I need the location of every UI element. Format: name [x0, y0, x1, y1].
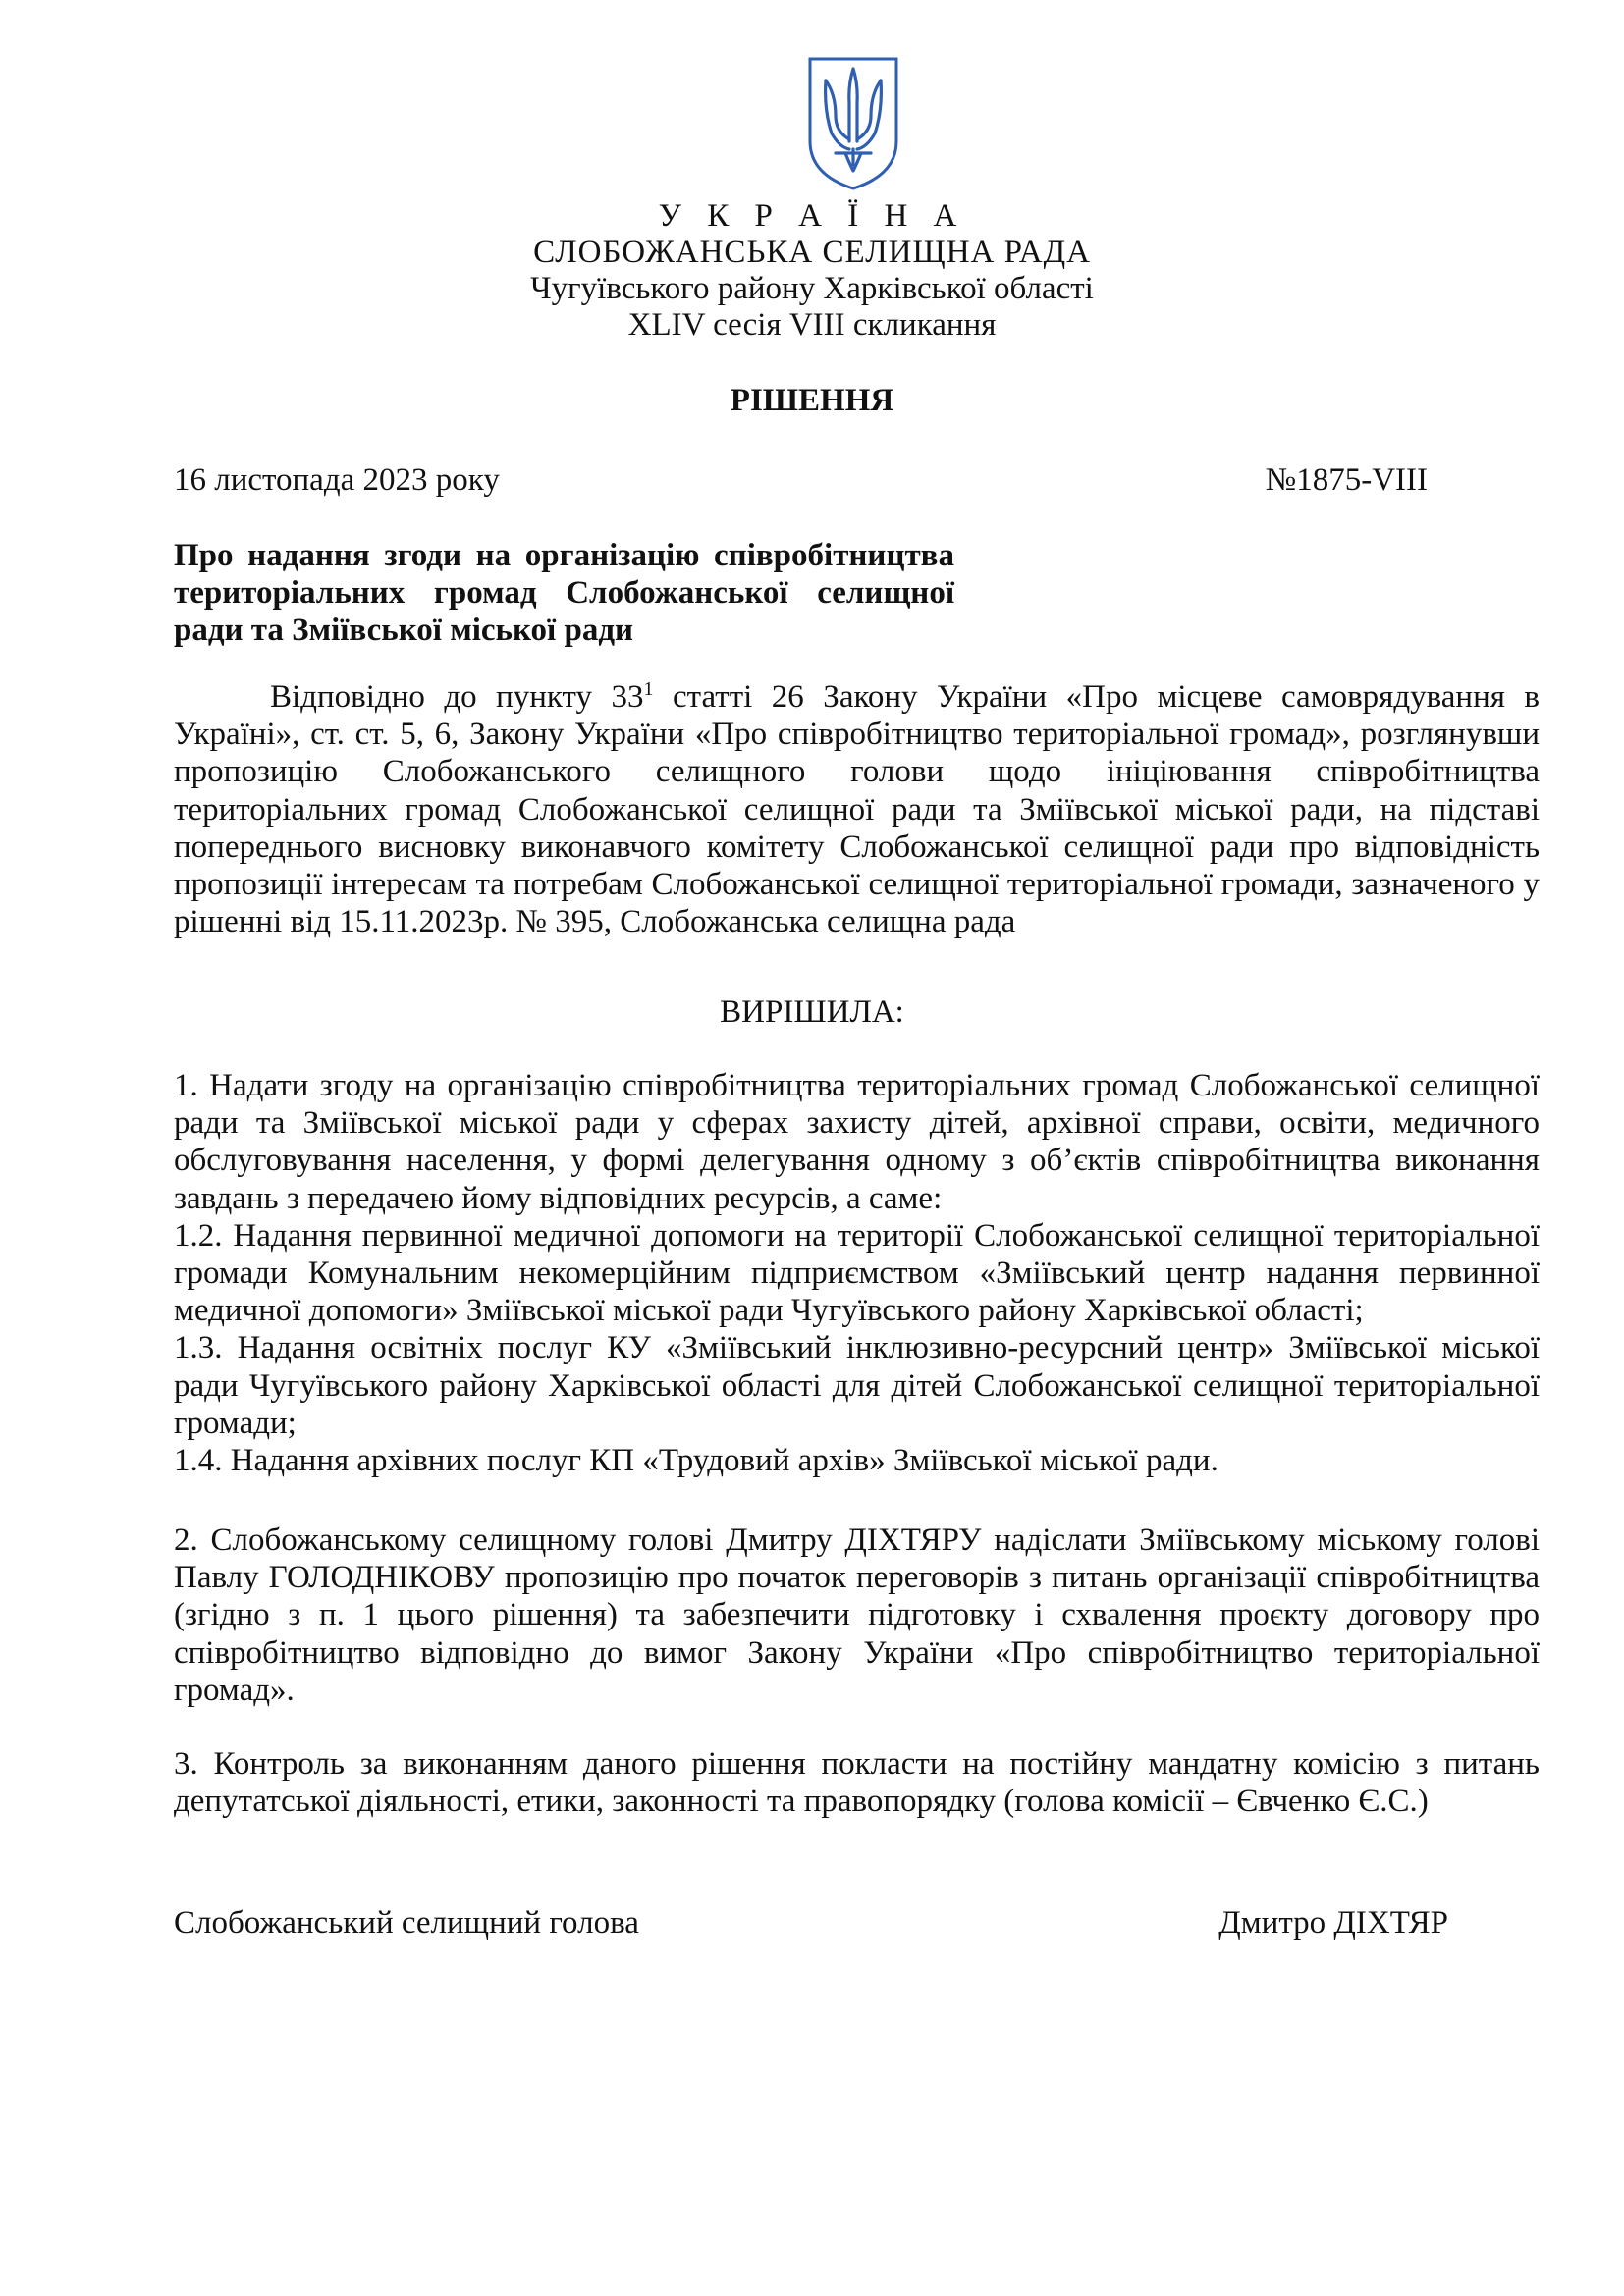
item-2: 2. Слобожанському селищному голові Дмитру ДІХТЯРУ надіслати Зміївському міському голові Павлу ГОЛОДНІКОВУ пропозицію про початок переговорів з питань організації співробітництва (згідно з п. 1 цього рішення) та забезпечити підготовку і схвалення проєкту договору про співробітництво відповідно до вимог Закону України «Про співробітництво територіальної громад». — [174, 1522, 1540, 1708]
document-title: РІШЕННЯ — [730, 383, 894, 418]
district-name: Чугуївського району Харківської області — [530, 271, 1094, 306]
document-subject: Про надання згоди на організацію співробітництва територіальних громад Слобожанської селищної ради та Зміївської міської ради — [174, 538, 954, 648]
signatory-position: Слобожанський селищний голова — [174, 1905, 639, 1941]
preamble-text-start: Відповідно до пункту 33 — [270, 679, 644, 715]
signatory-name: Дмитро ДІХТЯР — [1218, 1905, 1448, 1941]
document-number: №1875-VIII — [1265, 462, 1428, 498]
document-date: 16 листопада 2023 року — [174, 462, 500, 498]
resolved-heading: ВИРІШИЛА: — [720, 994, 904, 1030]
country-name: У К Р А Ї Н А — [658, 198, 966, 234]
preamble-text-end: статті 26 Закону України «Про місцеве самоврядування в Україні», ст. ст. 5, 6, Закону України «Про співробітництво територіальної громад», розглянувши пропозицію Слобожанського селищного голови щодо ініціювання співробітництва територіальних громад Слобожанської селищної ради та Зміївської міської ради, на підставі попереднього висновку виконавчого комітету Слобожанської селищної ради про відповідність пропозиції інтересам та потребам Слобожанської селищної територіальної громади, зазначеного у рішенні від 15.11.2023р. № 395, Слобожанська селищна рада — [174, 679, 1540, 940]
council-name: СЛОБОЖАНСЬКА СЕЛИЩНА РАДА — [533, 235, 1091, 270]
item-1-4: 1.4. Надання архівних послуг КП «Трудовий архів» Зміївської міської ради. — [174, 1443, 1218, 1479]
item-1: 1. Надати згоду на організацію співробітництва територіальних громад Слобожанської селищної ради та Зміївської міської ради у сферах захисту дітей, архівної справи, освіти, медичного обслуговування населення, у формі делегування одному з об’єктів співробітництва виконання завдань з передачею йому відповідних ресурсів, а саме: — [174, 1068, 1540, 1216]
item-1-2: 1.2. Надання первинної медичної допомоги на території Слобожанської селищної територіальної громади Комунальним некомерційним підприємством «Зміївський центр надання первинної медичної допомоги» Зміївської міської ради Чугуївського району Харківської області; — [174, 1217, 1540, 1329]
trident-coat-of-arms-icon — [806, 55, 900, 192]
item-3: 3. Контроль за виконанням даного рішення покласти на постійну мандатну комісію з питань депутатської діяльності, етики, законності та правопорядку (голова комісії – Євченко Є.С.) — [174, 1746, 1540, 1820]
preamble-paragraph — [174, 678, 1540, 940]
preamble-superscript: 1 — [643, 678, 654, 700]
session-label: XLIV сесія VIII скликання — [627, 307, 997, 343]
item-1-3: 1.3. Надання освітніх послуг КУ «Зміївський інклюзивно-ресурсний центр» Зміївської міської ради Чугуївського району Харківської області для дітей Слобожанської селищної територіальної громади; — [174, 1330, 1540, 1441]
item-1-block — [174, 1067, 1540, 1479]
